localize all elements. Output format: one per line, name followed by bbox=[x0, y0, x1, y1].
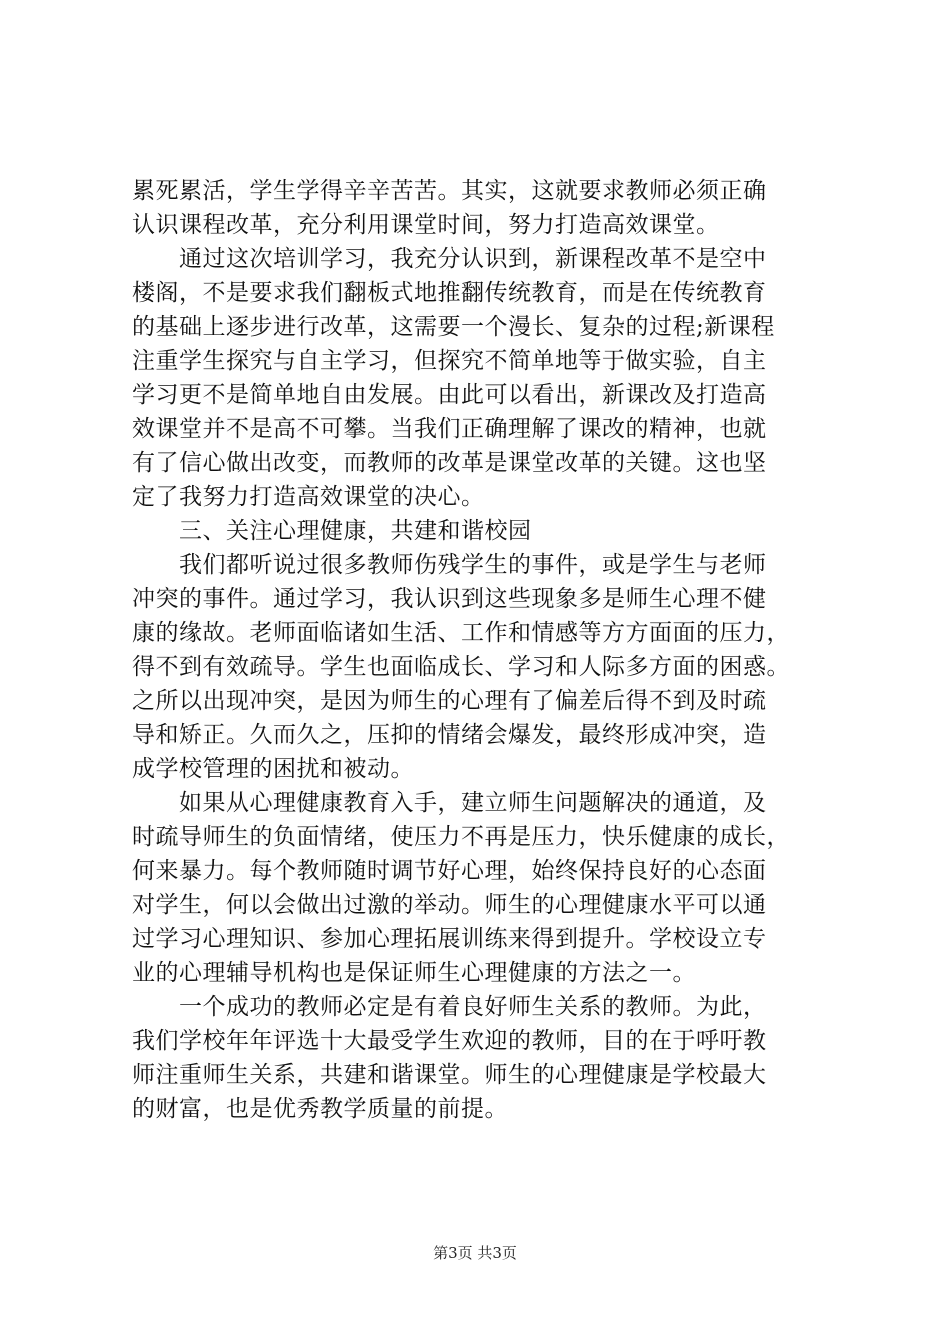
text-line: 师注重师生关系，共建和谐课堂。师生的心理健康是学校最大 bbox=[132, 1062, 767, 1088]
text-line: 一个成功的教师必定是有着良好师生关系的教师。为此， bbox=[132, 994, 767, 1020]
text-line: 成学校管理的困扰和被动。 bbox=[132, 756, 414, 782]
text-line: 之所以出现冲突，是因为师生的心理有了偏差后得不到及时疏 bbox=[132, 688, 767, 714]
text-line: 过学习心理知识、参加心理拓展训练来得到提升。学校设立专 bbox=[132, 926, 767, 952]
text-line: 通过这次培训学习，我充分认识到，新课程改革不是空中 bbox=[132, 246, 767, 272]
text-line: 认识课程改革，充分利用课堂时间，努力打造高效课堂。 bbox=[132, 212, 720, 238]
text-line: 时疏导师生的负面情绪，使压力不再是压力，快乐健康的成长， bbox=[132, 824, 790, 850]
text-line: 的基础上逐步进行改革，这需要一个漫长、复杂的过程;新课程 bbox=[132, 314, 775, 340]
text-line: 对学生，何以会做出过激的举动。师生的心理健康水平可以通 bbox=[132, 892, 767, 918]
text-line: 康的缘故。老师面临诸如生活、工作和情感等方方面面的压力， bbox=[132, 620, 790, 646]
text-line: 累死累活，学生学得辛辛苦苦。其实，这就要求教师必须正确 bbox=[132, 178, 767, 204]
text-line: 有了信心做出改变，而教师的改革是课堂改革的关键。这也坚 bbox=[132, 450, 767, 476]
text-line: 注重学生探究与自主学习，但探究不简单地等于做实验，自主 bbox=[132, 348, 767, 374]
text-line: 何来暴力。每个教师随时调节好心理，始终保持良好的心态面 bbox=[132, 858, 767, 884]
text-line: 如果从心理健康教育入手，建立师生问题解决的通道，及 bbox=[132, 790, 767, 816]
text-line: 效课堂并不是高不可攀。当我们正确理解了课改的精神，也就 bbox=[132, 416, 767, 442]
body-text bbox=[132, 174, 824, 1126]
text-line: 导和矫正。久而久之，压抑的情绪会爆发，最终形成冲突，造 bbox=[132, 722, 767, 748]
section-heading: 三、关注心理健康，共建和谐校园 bbox=[132, 518, 532, 544]
text-line: 冲突的事件。通过学习，我认识到这些现象多是师生心理不健 bbox=[132, 586, 767, 612]
text-line: 业的心理辅导机构也是保证师生心理健康的方法之一。 bbox=[132, 960, 696, 986]
text-line: 我们都听说过很多教师伤残学生的事件，或是学生与老师 bbox=[132, 552, 767, 578]
text-line: 我们学校年年评选十大最受学生欢迎的教师，目的在于呼吁教 bbox=[132, 1028, 767, 1054]
text-line: 得不到有效疏导。学生也面临成长、学习和人际多方面的困惑。 bbox=[132, 654, 790, 680]
text-line: 楼阁，不是要求我们翻板式地推翻传统教育，而是在传统教育 bbox=[132, 280, 767, 306]
text-line: 学习更不是简单地自由发展。由此可以看出，新课改及打造高 bbox=[132, 382, 767, 408]
page-number-footer: 第3页 共3页 bbox=[433, 1244, 517, 1262]
text-line: 定了我努力打造高效课堂的决心。 bbox=[132, 484, 485, 510]
text-line: 的财富，也是优秀教学质量的前提。 bbox=[132, 1096, 508, 1122]
